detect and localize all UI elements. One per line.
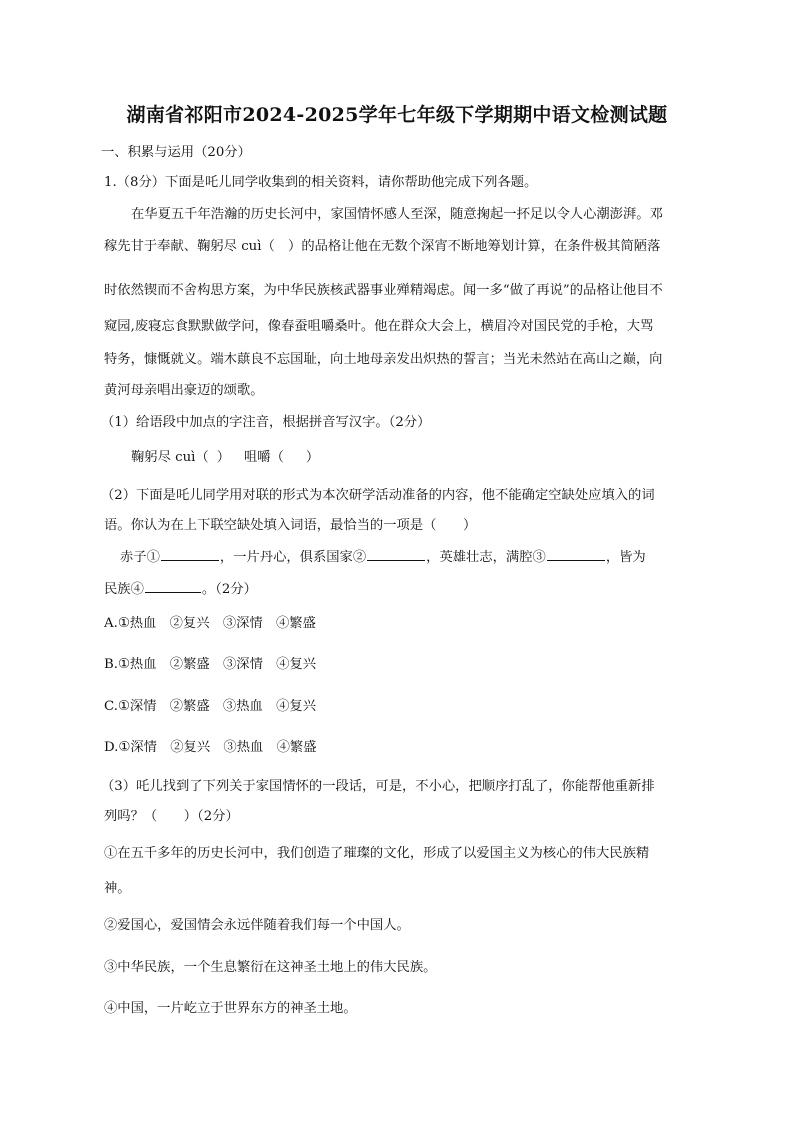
option-a: A.①热血 ②复兴 ③深情 ④繁盛	[104, 616, 316, 631]
sentence-item: 神。	[104, 881, 131, 896]
couplet-text: 。（2分）	[201, 582, 257, 597]
sentence-item: ③中华民族，一个生息繁衍在这神圣土地上的伟大民族。	[104, 960, 437, 975]
couplet-text: ，皆为	[605, 550, 646, 565]
pinyin-items	[131, 449, 723, 467]
pinyin-item-a-close: ）	[216, 450, 230, 465]
couplet-text: ，一片丹心，俱系国家②	[219, 550, 367, 565]
option-b: B.①热血 ②繁盛 ③深情 ④复兴	[104, 657, 317, 672]
pinyin-item-a: 鞠躬尽 cuì（	[131, 450, 209, 465]
answer-blank[interactable]	[367, 548, 425, 561]
option-d: D.①深情 ②复兴 ③热血 ④繁盛	[104, 740, 317, 755]
sentence-item: ①在五千多年的历史长河中，我们创造了璀璨的文化，形成了以爱国主义为核心的伟大民族精	[104, 846, 650, 861]
passage-line: 在华夏五千年浩瀚的历史长河中，家国情怀感人至深，随意掬起一抔足以令人心潮澎湃。邓	[131, 207, 663, 222]
answer-blank[interactable]	[161, 548, 219, 561]
couplet-text: ，英雄壮志，满腔③	[426, 550, 546, 565]
sub-question-2: （2）下面是吒儿同学用对联的形式为本次研学活动准备的内容，他不能确定空缺处应填入的词	[101, 488, 655, 503]
pinyin-item-b-close: ）	[305, 450, 320, 465]
question-1-header: 1.（8分）下面是吒儿同学收集到的相关资料，请你帮助他完成下列各题。	[104, 175, 538, 190]
passage-line: 特务，慷慨就义。端木蕻良不忘国耻，向土地母亲发出炽热的誓言；当光未然站在高山之巅，向	[104, 352, 663, 367]
couplet-text: 民族④	[104, 582, 144, 597]
passage-line: 稼先甘于奉献、鞠躬尽 cuì（ ）的品格让他在无数个深宵不断地筹划计算，在条件极其简陋落	[104, 239, 661, 254]
passage-line: 窥园,废寝忘食默默做学问，像春蚕咀嚼桑叶。他在群众大会上，横眉冷对国民党的手枪，大骂	[104, 319, 654, 334]
option-c: C.①深情 ②繁盛 ③热血 ④复兴	[104, 699, 317, 714]
passage-line: 时依然锲而不舍构思方案，为中华民族核武器事业殚精竭虑。闻一多“做了再说”的品格让他目不	[104, 283, 663, 298]
sub-question-3: （3）吒儿找到了下列关于家国情怀的一段话，可是，不小心，把顺序打乱了，你能帮他重新排	[101, 779, 655, 794]
pinyin-item-b: 咀嚼（	[243, 450, 284, 465]
sub-question-3: 列吗？（ ）（2分）	[104, 809, 239, 824]
couplet-line	[120, 548, 712, 567]
couplet-line	[104, 580, 696, 599]
sentence-item: ②爱国心，爱国情会永远伴随着我们每一个中国人。	[104, 918, 410, 933]
couplet-text: 赤子①	[120, 550, 160, 565]
document-title: 湖南省祁阳市2024-2025学年七年级下学期期中语文检测试题	[126, 104, 668, 126]
answer-blank[interactable]	[547, 548, 605, 561]
passage-line: 黄河母亲唱出豪迈的颂歌。	[104, 383, 264, 398]
section-heading: 一、积累与运用（20分）	[101, 145, 251, 160]
answer-blank[interactable]	[145, 580, 201, 593]
sentence-item: ④中国，一片屹立于世界东方的神圣土地。	[104, 1001, 357, 1016]
sub-question-2: 语。你认为在上下联空缺处填入词语，最恰当的一项是（ ）	[104, 518, 477, 533]
sub-question-1: （1）给语段中加点的字注音，根据拼音写汉字。（2分）	[101, 415, 431, 430]
